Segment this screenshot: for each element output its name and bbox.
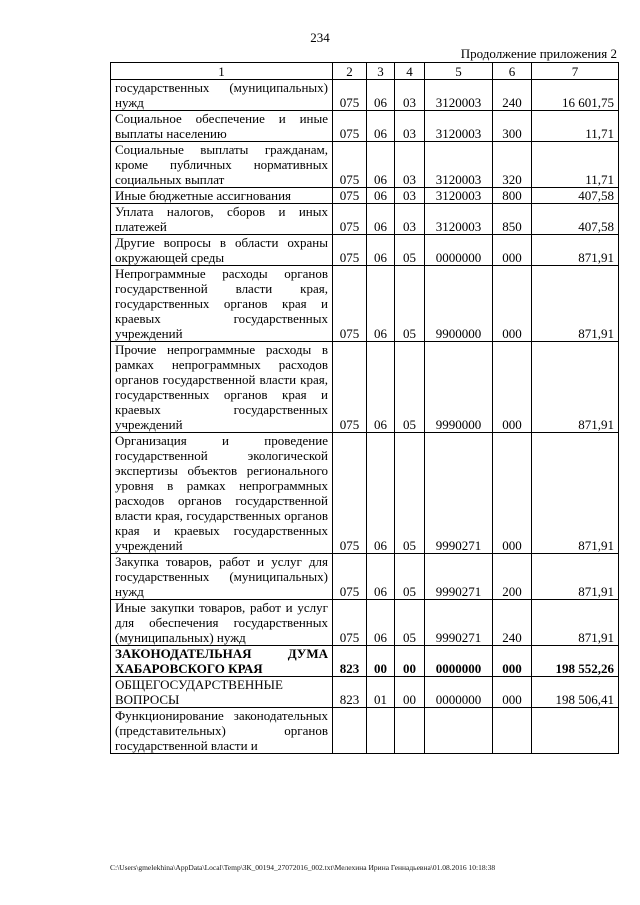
table-row bbox=[111, 142, 619, 188]
target-article-cell: 3120003 bbox=[425, 204, 493, 235]
section-cell: 06 bbox=[367, 80, 395, 111]
item-name-cell: государственных (муниципальных) нужд bbox=[111, 80, 333, 111]
admin-code-cell: 075 bbox=[333, 554, 367, 600]
admin-code-cell: 075 bbox=[333, 342, 367, 433]
amount-cell: 871,91 bbox=[532, 266, 619, 342]
admin-code-cell: 075 bbox=[333, 235, 367, 266]
target-article-cell: 0000000 bbox=[425, 235, 493, 266]
amount-cell: 11,71 bbox=[532, 111, 619, 142]
table-row bbox=[111, 677, 619, 708]
item-name-cell: Прочие непрограммные расходы в рамках непрограммных расходов органов государственной власти края, государственных органов края и краевых государственных учреждений bbox=[111, 342, 333, 433]
admin-code-cell: 075 bbox=[333, 142, 367, 188]
expense-type-cell: 000 bbox=[493, 677, 532, 708]
header-cell: 2 bbox=[333, 63, 367, 80]
admin-code-cell bbox=[333, 708, 367, 754]
admin-code-cell: 075 bbox=[333, 600, 367, 646]
admin-code-cell: 075 bbox=[333, 266, 367, 342]
amount-cell: 871,91 bbox=[532, 554, 619, 600]
item-name-cell: Непрограммные расходы органов государственной власти края, государственных органов края и краевых государственных учреждений bbox=[111, 266, 333, 342]
header-cell: 7 bbox=[532, 63, 619, 80]
section-cell: 06 bbox=[367, 235, 395, 266]
amount-cell: 871,91 bbox=[532, 600, 619, 646]
amount-cell: 11,71 bbox=[532, 142, 619, 188]
section-cell: 01 bbox=[367, 677, 395, 708]
item-name-cell: Социальное обеспечение и иные выплаты населению bbox=[111, 111, 333, 142]
target-article-cell: 3120003 bbox=[425, 80, 493, 111]
target-article-cell: 9900000 bbox=[425, 266, 493, 342]
target-article-cell: 9990271 bbox=[425, 600, 493, 646]
amount-cell: 871,91 bbox=[532, 433, 619, 554]
expense-type-cell: 000 bbox=[493, 646, 532, 677]
section-cell: 06 bbox=[367, 342, 395, 433]
admin-code-cell: 075 bbox=[333, 111, 367, 142]
amount-cell: 198 552,26 bbox=[532, 646, 619, 677]
subsection-cell: 05 bbox=[395, 600, 425, 646]
item-name-cell: Иные бюджетные ассигнования bbox=[111, 188, 333, 204]
table-row bbox=[111, 433, 619, 554]
target-article-cell: 9990271 bbox=[425, 554, 493, 600]
section-cell: 00 bbox=[367, 646, 395, 677]
target-article-cell: 9990000 bbox=[425, 342, 493, 433]
section-cell: 06 bbox=[367, 204, 395, 235]
admin-code-cell: 075 bbox=[333, 188, 367, 204]
target-article-cell: 3120003 bbox=[425, 111, 493, 142]
subsection-cell: 03 bbox=[395, 111, 425, 142]
table-row bbox=[111, 554, 619, 600]
header-cell: 5 bbox=[425, 63, 493, 80]
item-name-cell: Организация и проведение государственной экологической экспертизы объектов регионального уровня в рамках непрограммных расходов органов государственной власти края, государственных органов края и краевых государственных учреждений bbox=[111, 433, 333, 554]
target-article-cell: 9990271 bbox=[425, 433, 493, 554]
section-cell: 06 bbox=[367, 142, 395, 188]
target-article-cell bbox=[425, 708, 493, 754]
header-cell: 3 bbox=[367, 63, 395, 80]
header-cell: 1 bbox=[111, 63, 333, 80]
target-article-cell: 3120003 bbox=[425, 142, 493, 188]
amount-cell bbox=[532, 708, 619, 754]
section-cell: 06 bbox=[367, 111, 395, 142]
subsection-cell: 03 bbox=[395, 204, 425, 235]
table-row bbox=[111, 111, 619, 142]
subsection-cell: 05 bbox=[395, 433, 425, 554]
item-name-cell: Уплата налогов, сборов и иных платежей bbox=[111, 204, 333, 235]
expense-type-cell: 000 bbox=[493, 266, 532, 342]
header-row bbox=[111, 63, 619, 80]
subsection-cell: 05 bbox=[395, 342, 425, 433]
admin-code-cell: 075 bbox=[333, 204, 367, 235]
expense-type-cell: 200 bbox=[493, 554, 532, 600]
expense-type-cell: 240 bbox=[493, 80, 532, 111]
subsection-cell: 03 bbox=[395, 80, 425, 111]
expense-type-cell: 320 bbox=[493, 142, 532, 188]
subsection-cell: 03 bbox=[395, 188, 425, 204]
section-cell: 06 bbox=[367, 433, 395, 554]
target-article-cell: 3120003 bbox=[425, 188, 493, 204]
admin-code-cell: 823 bbox=[333, 646, 367, 677]
table-row bbox=[111, 646, 619, 677]
expense-type-cell: 240 bbox=[493, 600, 532, 646]
table-row bbox=[111, 600, 619, 646]
section-cell bbox=[367, 708, 395, 754]
expense-type-cell: 000 bbox=[493, 235, 532, 266]
subsection-cell: 05 bbox=[395, 266, 425, 342]
amount-cell: 871,91 bbox=[532, 342, 619, 433]
table-row bbox=[111, 266, 619, 342]
page-number: 234 bbox=[310, 30, 330, 45]
target-article-cell: 0000000 bbox=[425, 677, 493, 708]
expense-type-cell bbox=[493, 708, 532, 754]
item-name-cell: ОБЩЕГОСУДАРСТВЕННЫЕ ВОПРОСЫ bbox=[111, 677, 333, 708]
item-name-cell: Закупка товаров, работ и услуг для государственных (муниципальных) нужд bbox=[111, 554, 333, 600]
item-name-cell: Социальные выплаты гражданам, кроме публичных нормативных социальных выплат bbox=[111, 142, 333, 188]
budget-table bbox=[110, 62, 619, 754]
section-cell: 06 bbox=[367, 188, 395, 204]
amount-cell: 16 601,75 bbox=[532, 80, 619, 111]
amount-cell: 407,58 bbox=[532, 188, 619, 204]
subsection-cell: 00 bbox=[395, 677, 425, 708]
section-cell: 06 bbox=[367, 554, 395, 600]
header-cell: 6 bbox=[493, 63, 532, 80]
expense-type-cell: 000 bbox=[493, 433, 532, 554]
subsection-cell: 05 bbox=[395, 235, 425, 266]
section-cell: 06 bbox=[367, 600, 395, 646]
amount-cell: 198 506,41 bbox=[532, 677, 619, 708]
admin-code-cell: 075 bbox=[333, 433, 367, 554]
item-name-cell: Другие вопросы в области охраны окружающей среды bbox=[111, 235, 333, 266]
section-cell: 06 bbox=[367, 266, 395, 342]
expense-type-cell: 000 bbox=[493, 342, 532, 433]
subsection-cell: 03 bbox=[395, 142, 425, 188]
item-name-cell: Функционирование законодательных (представительных) органов государственной власти и bbox=[111, 708, 333, 754]
subsection-cell: 00 bbox=[395, 646, 425, 677]
item-name-cell: Иные закупки товаров, работ и услуг для обеспечения государственных (муниципальных) нужд bbox=[111, 600, 333, 646]
table-row bbox=[111, 708, 619, 754]
amount-cell: 871,91 bbox=[532, 235, 619, 266]
table-row bbox=[111, 342, 619, 433]
header-cell: 4 bbox=[395, 63, 425, 80]
amount-cell: 407,58 bbox=[532, 204, 619, 235]
continuation-label: Продолжение приложения 2 bbox=[460, 46, 617, 61]
file-path-footer: C:\Users\gmelekhina\AppData\Local\Temp\ЗК_00194_27072016_002.txt\Мелехина Ирина Геннадьевна\01.08.2016 10:18:38 bbox=[110, 863, 496, 872]
expense-type-cell: 300 bbox=[493, 111, 532, 142]
target-article-cell: 0000000 bbox=[425, 646, 493, 677]
subsection-cell bbox=[395, 708, 425, 754]
expense-type-cell: 850 bbox=[493, 204, 532, 235]
subsection-cell: 05 bbox=[395, 554, 425, 600]
table-row bbox=[111, 235, 619, 266]
item-name-cell: ЗАКОНОДАТЕЛЬНАЯ ДУМА ХАБАРОВСКОГО КРАЯ bbox=[111, 646, 333, 677]
table-row bbox=[111, 204, 619, 235]
table-row bbox=[111, 80, 619, 111]
admin-code-cell: 075 bbox=[333, 80, 367, 111]
admin-code-cell: 823 bbox=[333, 677, 367, 708]
expense-type-cell: 800 bbox=[493, 188, 532, 204]
table-row bbox=[111, 188, 619, 204]
